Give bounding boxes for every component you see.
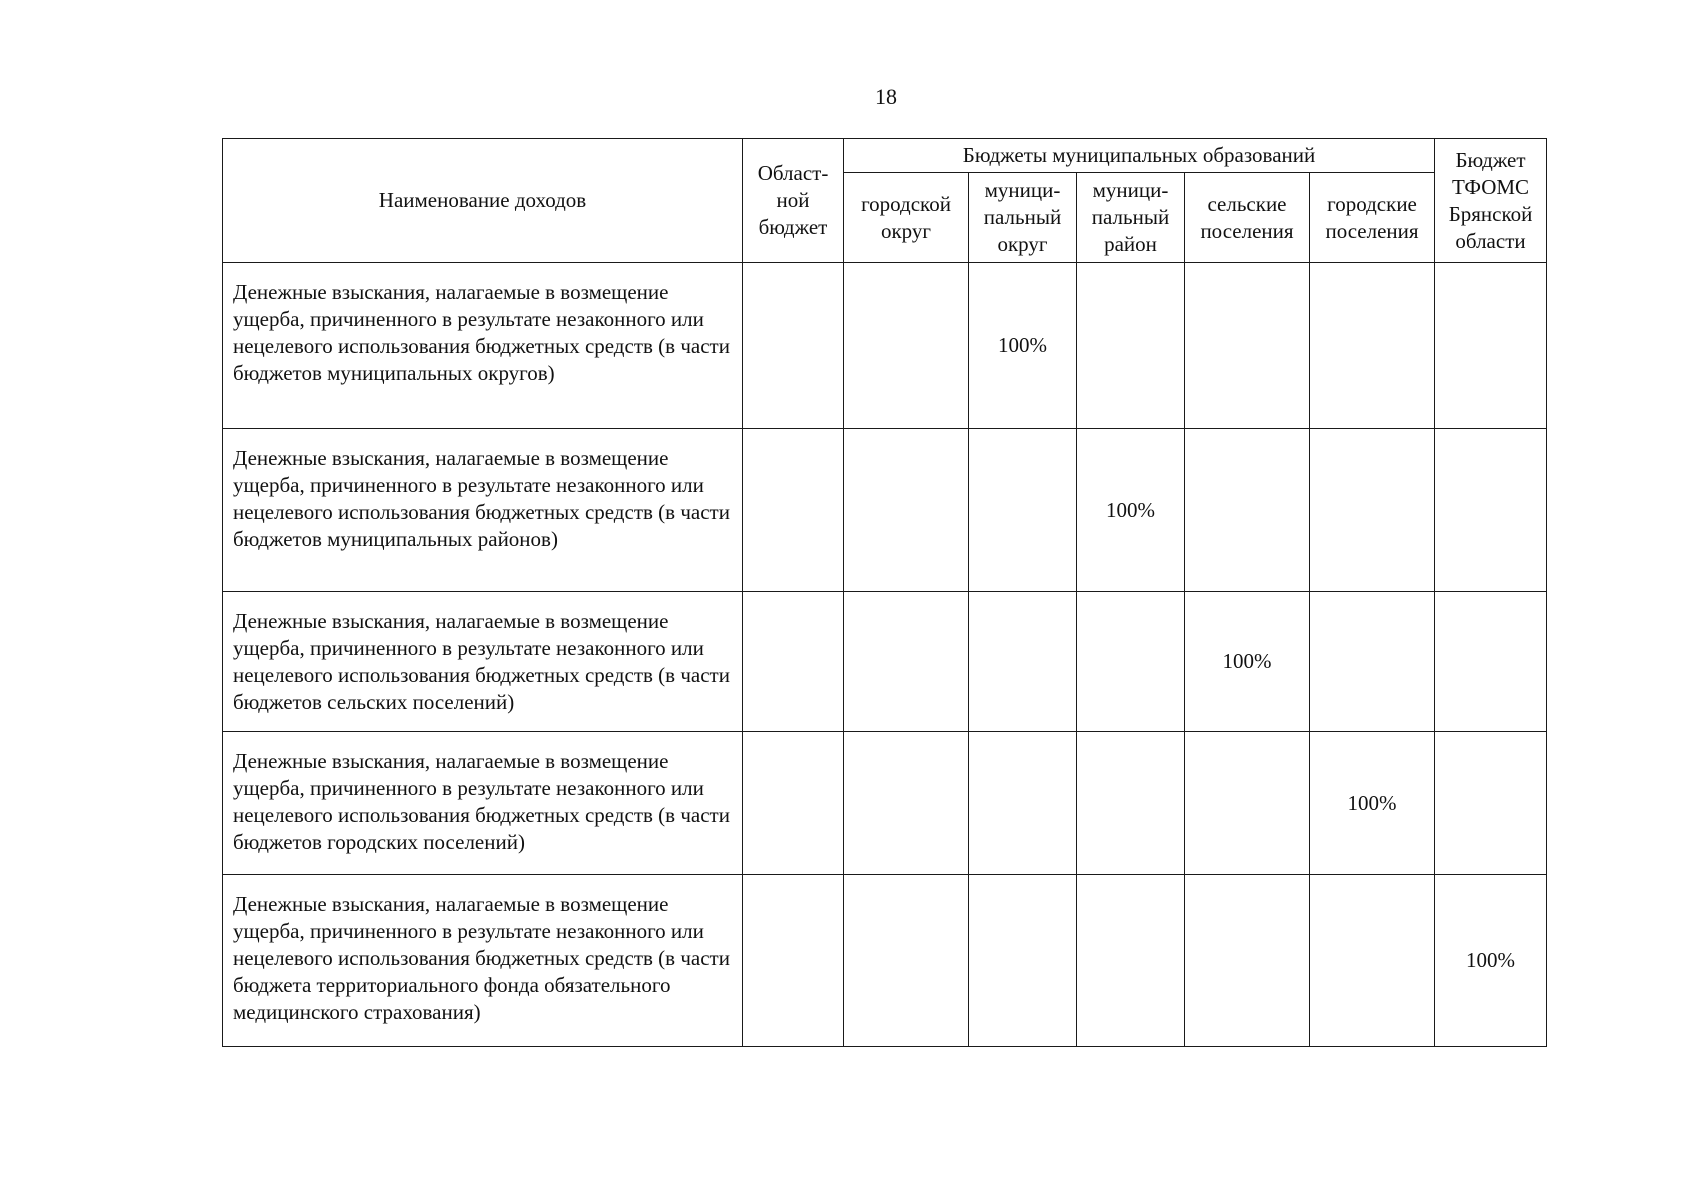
table-row (223, 592, 1547, 732)
share-cell: 100% (1435, 875, 1547, 1047)
header-city-district: городской округ (844, 173, 969, 263)
revenue-name-cell: Денежные взыскания, налагаемые в возмещение ущерба, причиненного в результате незаконного или нецелевого использования бюджетных средств (в части бюджетов городских поселений) (223, 732, 743, 875)
header-tfoms-budget: Бюджет ТФОМС Брянской области (1435, 139, 1547, 263)
share-cell (1435, 263, 1547, 429)
share-cell (743, 592, 844, 732)
share-cell (1185, 429, 1310, 592)
header-municipal-budgets: Бюджеты муниципальных образований (844, 139, 1435, 173)
share-cell (969, 732, 1077, 875)
share-cell (844, 875, 969, 1047)
share-cell (1077, 592, 1185, 732)
share-cell (969, 592, 1077, 732)
share-cell (1310, 592, 1435, 732)
share-cell (969, 875, 1077, 1047)
table-row (223, 875, 1547, 1047)
share-cell (743, 732, 844, 875)
share-cell (1435, 592, 1547, 732)
share-cell: 100% (1077, 429, 1185, 592)
share-cell (743, 263, 844, 429)
share-cell (1185, 875, 1310, 1047)
header-municipal-raion: муници- пальный район (1077, 173, 1185, 263)
table-row (223, 263, 1547, 429)
share-cell: 100% (1185, 592, 1310, 732)
share-cell (1077, 263, 1185, 429)
share-cell (743, 429, 844, 592)
header-rural-settlements: сельские поселения (1185, 173, 1310, 263)
header-revenue-name: Наименование доходов (223, 139, 743, 263)
revenue-name-cell: Денежные взыскания, налагаемые в возмещение ущерба, причиненного в результате незаконного или нецелевого использования бюджетных средств (в части бюджета территориального фонда обязательного медицинского страхования) (223, 875, 743, 1047)
share-cell (844, 263, 969, 429)
share-cell (844, 429, 969, 592)
share-cell (969, 429, 1077, 592)
share-cell (1310, 429, 1435, 592)
share-cell (1310, 263, 1435, 429)
share-cell (844, 732, 969, 875)
share-cell (1435, 429, 1547, 592)
share-cell: 100% (969, 263, 1077, 429)
share-cell (1185, 263, 1310, 429)
header-municipal-okrug: муници- пальный округ (969, 173, 1077, 263)
revenue-name-cell: Денежные взыскания, налагаемые в возмещение ущерба, причиненного в результате незаконного или нецелевого использования бюджетных средств (в части бюджетов сельских поселений) (223, 592, 743, 732)
share-cell (1077, 875, 1185, 1047)
page-number: 18 (875, 84, 897, 109)
share-cell (1310, 875, 1435, 1047)
share-cell: 100% (1310, 732, 1435, 875)
share-cell (1185, 732, 1310, 875)
revenue-distribution-table (222, 138, 1547, 1047)
share-cell (844, 592, 969, 732)
share-cell (1077, 732, 1185, 875)
revenue-name-cell: Денежные взыскания, налагаемые в возмещение ущерба, причиненного в результате незаконного или нецелевого использования бюджетных средств (в части бюджетов муниципальных округов) (223, 263, 743, 429)
share-cell (743, 875, 844, 1047)
share-cell (1435, 732, 1547, 875)
header-regional-budget: Област- ной бюджет (743, 139, 844, 263)
table-row (223, 429, 1547, 592)
revenue-name-cell: Денежные взыскания, налагаемые в возмещение ущерба, причиненного в результате незаконного или нецелевого использования бюджетных средств (в части бюджетов муниципальных районов) (223, 429, 743, 592)
table-row (223, 732, 1547, 875)
table-body (223, 263, 1547, 1047)
header-urban-settlements: городские поселения (1310, 173, 1435, 263)
